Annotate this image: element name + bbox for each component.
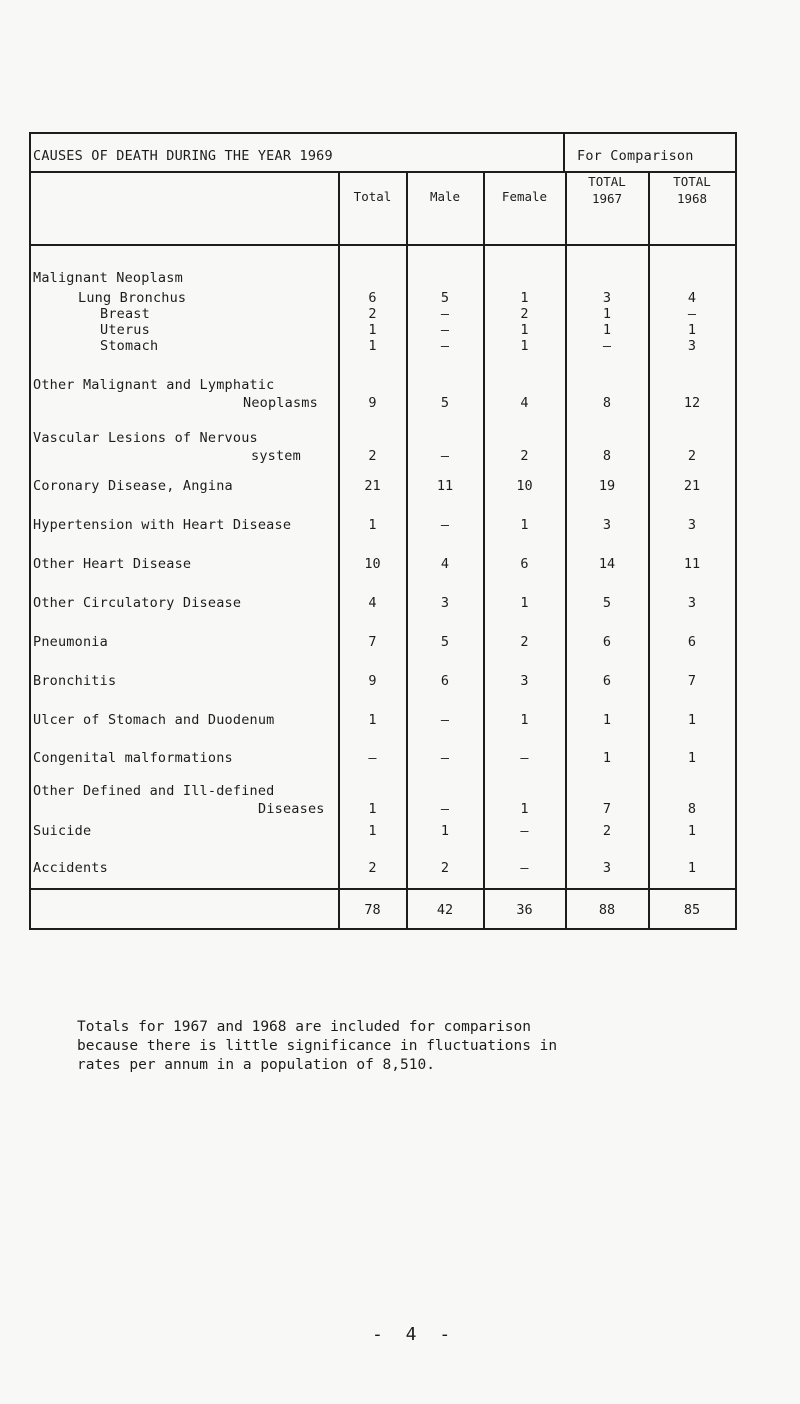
cell-total-1967: 5: [602, 595, 612, 611]
cell-male: –: [440, 338, 450, 354]
row-label: Ulcer of Stomach and Duodenum: [33, 712, 275, 728]
row-label: Bronchitis: [33, 673, 117, 689]
cell-male: –: [440, 448, 450, 464]
footnote-line: Totals for 1967 and 1968 are included for comparison: [77, 1019, 531, 1035]
row-label-continuation: Diseases: [258, 801, 325, 817]
grand-total-total-1967: 88: [598, 902, 616, 918]
cell-male: 5: [440, 395, 450, 411]
cell-total-1967: 1: [602, 712, 612, 728]
column-header-total-1967: [566, 173, 648, 207]
cell-male: 11: [436, 478, 454, 494]
cell-male: 6: [440, 673, 450, 689]
cell-total: 2: [368, 448, 377, 464]
row-label: Malignant Neoplasm: [33, 270, 183, 286]
cell-total: 2: [368, 860, 377, 876]
cell-total-1968: 2: [687, 448, 697, 464]
cell-female: –: [520, 860, 529, 876]
column-header-female: Female: [501, 189, 548, 204]
cell-female: –: [520, 823, 529, 839]
cell-female: 1: [520, 322, 529, 338]
row-label: Suicide: [33, 823, 92, 839]
cell-female: 1: [520, 338, 529, 354]
cell-total-1968: 8: [687, 801, 697, 817]
row-label-continuation: Neoplasms: [243, 395, 318, 411]
cell-total-1968: 11: [683, 556, 701, 572]
cell-total-1968: 1: [687, 712, 697, 728]
cell-total: 1: [368, 338, 377, 354]
cell-total-1967: 14: [598, 556, 616, 572]
cell-total-1967: 19: [598, 478, 616, 494]
row-label: Pneumonia: [33, 634, 108, 650]
row-label: Accidents: [33, 860, 108, 876]
cell-total-1967: 2: [602, 823, 612, 839]
column-header-total-1968-year: 1968: [676, 191, 708, 206]
cell-total: 6: [368, 290, 377, 306]
table-border-bottom: [29, 928, 737, 930]
cell-male: –: [440, 322, 450, 338]
cell-total-1967: 3: [602, 290, 612, 306]
grand-total-female: 36: [516, 902, 533, 918]
row-label: Other Defined and Ill-defined: [33, 783, 275, 799]
cell-female: 2: [520, 306, 529, 322]
cell-total-1967: 1: [602, 306, 612, 322]
cell-male: 2: [440, 860, 450, 876]
row-label: Lung Bronchus: [78, 290, 187, 306]
cell-total-1968: 4: [687, 290, 697, 306]
row-label: Other Heart Disease: [33, 556, 192, 572]
row-label: Hypertension with Heart Disease: [33, 517, 292, 533]
cell-total: 9: [368, 673, 377, 689]
cell-female: 2: [520, 634, 529, 650]
comparison-divider: [563, 132, 565, 172]
table-border-top: [29, 132, 737, 134]
footnote-line: rates per annum in a population of 8,510.: [77, 1057, 435, 1073]
footnote: [77, 1018, 717, 1075]
cell-male: 5: [440, 290, 450, 306]
row-label: Uterus: [100, 322, 150, 338]
cell-male: 1: [440, 823, 450, 839]
row-label: Other Malignant and Lymphatic: [33, 377, 275, 393]
cell-total: 1: [368, 517, 377, 533]
cell-total-1968: 12: [683, 395, 701, 411]
row-label: Other Circulatory Disease: [33, 595, 242, 611]
row-label: Vascular Lesions of Nervous: [33, 430, 258, 446]
cell-total: 2: [368, 306, 377, 322]
cell-female: 6: [520, 556, 529, 572]
footnote-line: because there is little significance in fluctuations in: [77, 1038, 558, 1054]
row-label: Stomach: [100, 338, 159, 354]
cell-total-1968: 6: [687, 634, 697, 650]
table-title: CAUSES OF DEATH DURING THE YEAR 1969: [33, 148, 333, 164]
column-header-total: Total: [353, 189, 392, 204]
cell-female: 2: [520, 448, 529, 464]
cell-female: 1: [520, 801, 529, 817]
grand-total-total: 78: [364, 902, 381, 918]
cell-total-1968: –: [687, 306, 697, 322]
header-row-divider: [29, 244, 737, 246]
causes-of-death-table: [29, 132, 737, 930]
row-label-continuation: system: [251, 448, 301, 464]
cell-male: 3: [440, 595, 450, 611]
cell-female: 1: [520, 595, 529, 611]
cell-total-1968: 7: [687, 673, 697, 689]
cell-total-1967: 3: [602, 517, 612, 533]
cell-total: 9: [368, 395, 377, 411]
cell-male: 5: [440, 634, 450, 650]
cell-male: 4: [440, 556, 450, 572]
cell-total: –: [368, 750, 377, 766]
cell-total: 21: [364, 478, 381, 494]
row-label: Breast: [100, 306, 150, 322]
cell-female: 4: [520, 395, 529, 411]
cell-total-1968: 1: [687, 322, 697, 338]
cell-total-1967: 1: [602, 322, 612, 338]
table-border-right: [735, 132, 737, 930]
cell-total-1968: 1: [687, 823, 697, 839]
cell-total-1968: 3: [687, 517, 697, 533]
cell-male: –: [440, 750, 450, 766]
cell-total-1967: –: [602, 338, 612, 354]
row-label: Coronary Disease, Angina: [33, 478, 233, 494]
cell-total-1967: 6: [602, 634, 612, 650]
cell-total-1968: 3: [687, 595, 697, 611]
page-number: - 4 -: [372, 1324, 457, 1345]
cell-total: 1: [368, 823, 377, 839]
cell-total-1967: 6: [602, 673, 612, 689]
cell-total: 7: [368, 634, 377, 650]
cell-female: –: [520, 750, 529, 766]
cell-total-1967: 8: [602, 448, 612, 464]
cell-female: 10: [516, 478, 533, 494]
column-header-total-1968: [649, 173, 735, 207]
cell-male: –: [440, 801, 450, 817]
cell-total-1967: 3: [602, 860, 612, 876]
column-header-total-1967-label: TOTAL: [588, 174, 626, 189]
column-header-total-1967-year: 1967: [591, 191, 623, 206]
cell-total-1967: 1: [602, 750, 612, 766]
cell-total: 1: [368, 322, 377, 338]
cell-female: 1: [520, 712, 529, 728]
cell-total: 1: [368, 712, 377, 728]
totals-row-divider: [29, 888, 737, 890]
column-header-total-1968-label: TOTAL: [673, 174, 711, 189]
cell-total: 4: [368, 595, 377, 611]
row-label: Congenital malformations: [33, 750, 233, 766]
cell-female: 3: [520, 673, 529, 689]
cell-female: 1: [520, 290, 529, 306]
grand-total-male: 42: [436, 902, 454, 918]
cell-total-1968: 1: [687, 860, 697, 876]
cell-male: –: [440, 306, 450, 322]
cell-female: 1: [520, 517, 529, 533]
comparison-heading: For Comparison: [577, 148, 694, 164]
cell-total: 10: [364, 556, 381, 572]
grand-total-total-1968: 85: [683, 902, 701, 918]
table-border-left: [29, 132, 31, 930]
cell-male: –: [440, 517, 450, 533]
cell-total: 1: [368, 801, 377, 817]
cell-male: –: [440, 712, 450, 728]
cell-total-1968: 3: [687, 338, 697, 354]
cell-total-1967: 8: [602, 395, 612, 411]
cell-total-1968: 21: [683, 478, 701, 494]
cell-total-1968: 1: [687, 750, 697, 766]
cell-total-1967: 7: [602, 801, 612, 817]
column-header-male: Male: [429, 189, 461, 204]
